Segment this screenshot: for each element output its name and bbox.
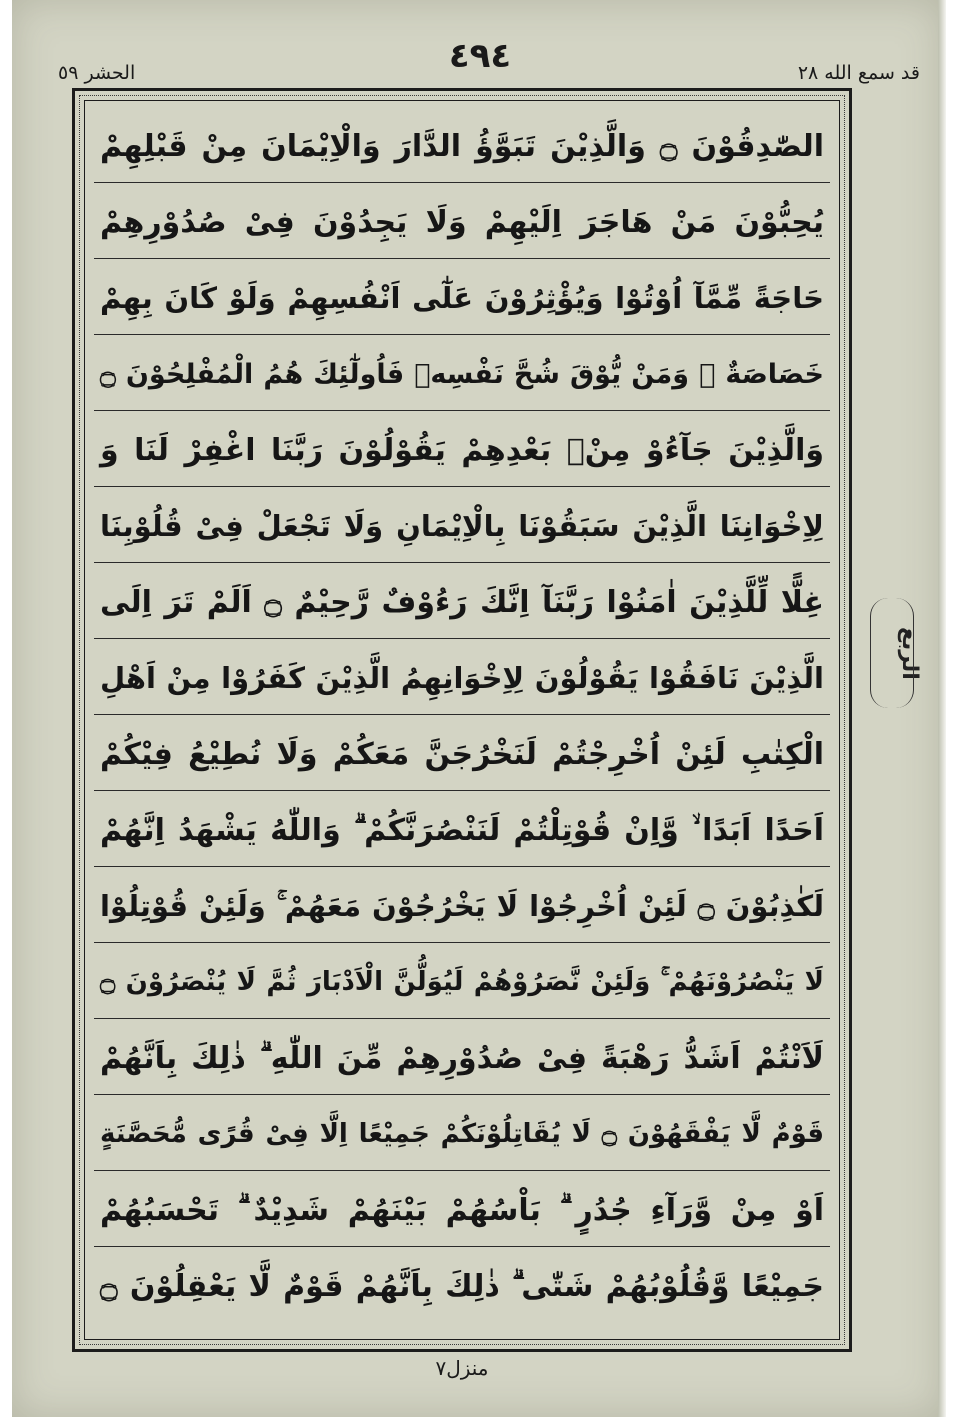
text-line bbox=[94, 870, 830, 943]
line-text: اَوْ مِنْ وَّرَآءِ جُدُرٍ ۗ بَاْسُهُمْ بَيْنَهُمْ شَدِيْدٌ ۗ تَحْسَبُهُمْ bbox=[100, 1192, 824, 1228]
text-line bbox=[94, 794, 830, 867]
line-text: اَحَدًا اَبَدًا ۙ وَّاِنْ قُوْتِلْتُمْ لَنَنْصُرَنَّكُمْ ۗ وَاللّٰهُ يَشْهَدُ اِنَّهُمْ bbox=[100, 812, 824, 848]
text-line bbox=[94, 338, 830, 411]
line-text: الصّٰدِقُوْنَ ۝ وَالَّذِيْنَ تَبَوَّؤُ الدَّارَ وَالْاِيْمَانَ مِنْ قَبْلِهِمْ bbox=[100, 128, 824, 164]
line-text: قَوْمٌ لَّا يَفْقَهُوْنَ ۝ لَا يُقَاتِلُوْنَكُمْ جَمِيْعًا اِلَّا فِىْ قُرًى مُّحَصَّنَةٍ bbox=[100, 1118, 824, 1149]
text-line bbox=[94, 414, 830, 487]
line-text: وَالَّذِيْنَ جَآءُوْ مِنْۢ بَعْدِهِمْ يَقُوْلُوْنَ رَبَّنَا اغْفِرْ لَنَا وَ bbox=[100, 432, 824, 468]
line-text: لَاَنْتُمْ اَشَدُّ رَهْبَةً فِىْ صُدُوْرِهِمْ مِّنَ اللّٰهِ ۗ ذٰلِكَ بِاَنَّهُمْ bbox=[100, 1040, 824, 1076]
line-text: يُحِبُّوْنَ مَنْ هَاجَرَ اِلَيْهِمْ وَلَا يَجِدُوْنَ فِىْ صُدُوْرِهِمْ bbox=[100, 204, 824, 240]
rub-margin-marker: الربع bbox=[862, 598, 922, 708]
line-text: جَمِيْعًا وَّقُلُوْبُهُمْ شَتّٰى ۗ ذٰلِكَ بِاَنَّهُمْ قَوْمٌ لَّا يَعْقِلُوْنَ ۝ bbox=[100, 1269, 824, 1304]
line-text: لَكٰذِبُوْنَ ۝ لَئِنْ اُخْرِجُوْا لَا يَخْرُجُوْنَ مَعَهُمْ ۚ وَلَئِنْ قُوْتِلُوْا bbox=[100, 888, 824, 923]
text-line bbox=[94, 946, 830, 1019]
line-text: خَصَاصَةٌ ۗ وَمَنْ يُّوْقَ شُحَّ نَفْسِهٖ فَاُولٰٓئِكَ هُمُ الْمُفْلِحُوْنَ ۝ bbox=[100, 358, 824, 390]
line-text: غِلًّا لِّلَّذِيْنَ اٰمَنُوْا رَبَّنَآ اِنَّكَ رَءُوْفٌ رَّحِيْمٌ ۝ اَلَمْ تَرَ اِلَى bbox=[100, 584, 824, 620]
text-line bbox=[94, 566, 830, 639]
page-edge bbox=[938, 0, 946, 1417]
text-line bbox=[94, 642, 830, 715]
text-line bbox=[94, 1250, 830, 1323]
line-text: الَّذِيْنَ نَافَقُوْا يَقُوْلُوْنَ لِاِخْوَانِهِمُ الَّذِيْنَ كَفَرُوْا مِنْ اَهْلِ bbox=[100, 660, 824, 695]
manzil-footer: منزل٧ bbox=[435, 1356, 489, 1380]
text-line bbox=[94, 1098, 830, 1171]
text-line bbox=[94, 1022, 830, 1095]
page-number: ٤٩٤ bbox=[448, 36, 512, 76]
quran-text-block bbox=[94, 110, 830, 1330]
text-line bbox=[94, 110, 830, 183]
text-line bbox=[94, 186, 830, 259]
line-text: لَا يَنْصُرُوْنَهُمْ ۚ وَلَئِنْ نَّصَرُوْهُمْ لَيُوَلُّنَّ الْاَدْبَارَ ثُمَّ لَا يُنْصَرُوْنَ ۝ bbox=[100, 966, 824, 997]
line-text: الْكِتٰبِ لَئِنْ اُخْرِجْتُمْ لَنَخْرُجَنَّ مَعَكُمْ وَلَا نُطِيْعُ فِيْكُمْ bbox=[100, 736, 824, 772]
line-text: لِاِخْوَانِنَا الَّذِيْنَ سَبَقُوْنَا بِالْاِيْمَانِ وَلَا تَجْعَلْ فِىْ قُلُوْبِنَا bbox=[100, 508, 824, 543]
surah-name-header: الحشر ٥٩ bbox=[58, 62, 136, 84]
text-line bbox=[94, 262, 830, 335]
juz-name-header: قد سمع الله ٢٨ bbox=[797, 62, 920, 84]
text-line bbox=[94, 1174, 830, 1247]
text-line bbox=[94, 718, 830, 791]
line-text: حَاجَةً مِّمَّآ اُوْتُوْا وَيُؤْثِرُوْنَ عَلٰٓى اَنْفُسِهِمْ وَلَوْ كَانَ بِهِمْ bbox=[100, 280, 824, 315]
text-line bbox=[94, 490, 830, 563]
